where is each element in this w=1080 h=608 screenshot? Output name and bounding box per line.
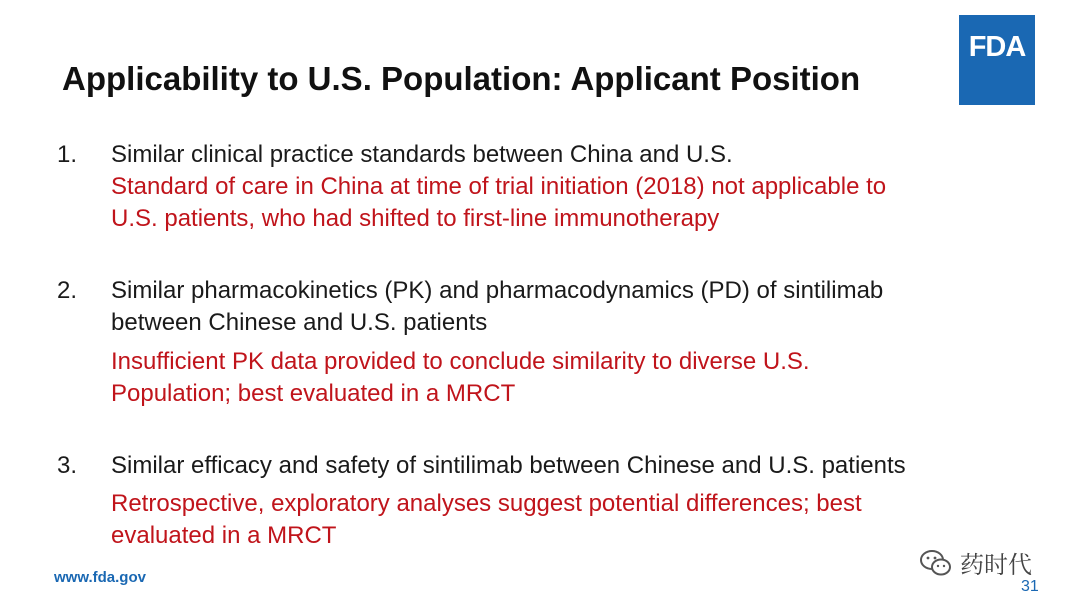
item-2-response-line-2: Population; best evaluated in a MRCT [111, 380, 516, 407]
item-3-number: 3. [57, 452, 78, 479]
fda-logo-text: FDA [968, 31, 1026, 63]
fda-logo [959, 15, 1035, 105]
page-number: 31 [1021, 578, 1039, 595]
watermark [918, 545, 1032, 580]
item-1-number: 1. [57, 141, 78, 168]
wechat-icon [918, 548, 954, 578]
slide-title: Applicability to U.S. Population: Applicant Position [62, 60, 861, 97]
item-1-claim-line-1: Similar clinical practice standards between China and U.S. [111, 141, 733, 168]
watermark-text: 药时代 [960, 551, 1032, 579]
footer-url: www.fda.gov [54, 569, 146, 586]
item-1-response-line-1: Standard of care in China at time of trial initiation (2018) not applicable to [111, 173, 887, 200]
item-3-claim-line-1: Similar efficacy and safety of sintilimab between Chinese and U.S. patients [111, 452, 906, 479]
item-2-response-line-1: Insufficient PK data provided to conclude similarity to diverse U.S. [111, 348, 810, 375]
item-1-response-line-2: U.S. patients, who had shifted to first-line immunotherapy [111, 205, 720, 232]
item-2-number: 2. [57, 277, 78, 304]
item-3-response-line-1: Retrospective, exploratory analyses suggest potential differences; best [111, 490, 862, 517]
item-3-response-line-2: evaluated in a MRCT [111, 522, 337, 549]
item-2-claim-line-2: between Chinese and U.S. patients [111, 309, 488, 336]
item-2-claim-line-1: Similar pharmacokinetics (PK) and pharmacodynamics (PD) of sintilimab [111, 277, 884, 304]
